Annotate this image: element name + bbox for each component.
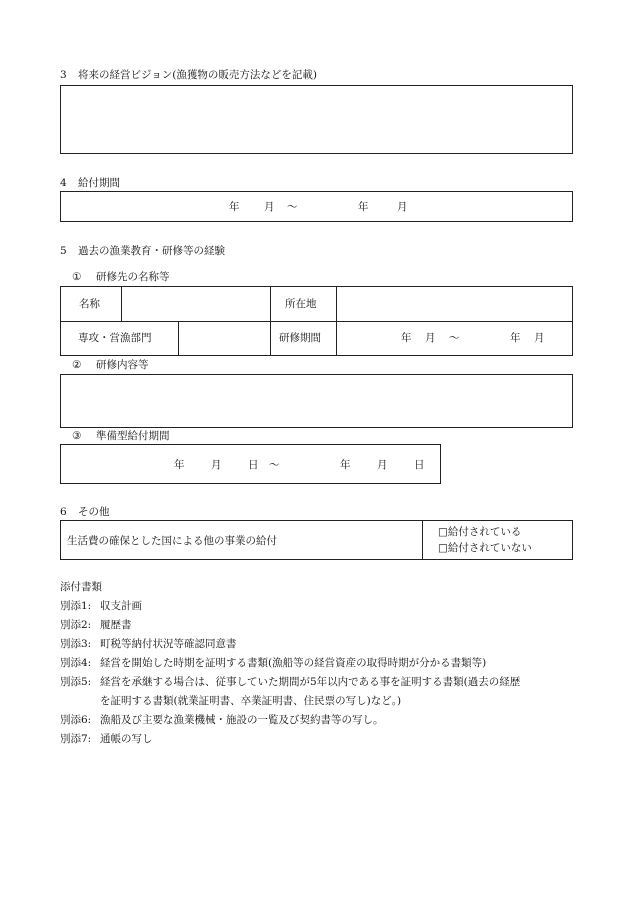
section-3-heading — [60, 69, 317, 82]
section-5-number: 5 — [60, 245, 67, 257]
attachment-6-label: 別添6: — [60, 714, 92, 726]
table-row-divider — [61, 321, 572, 322]
attachment-3-label: 別添3: — [60, 638, 92, 650]
vision-textbox[interactable] — [60, 85, 573, 154]
period-tilde: 〜 — [287, 201, 298, 213]
major-field[interactable] — [179, 322, 269, 354]
sub-3-marker: ③ — [72, 430, 82, 442]
sub-2-marker: ② — [72, 359, 82, 371]
period-year-1: 年 — [229, 201, 240, 213]
period-month-1: 月 — [264, 201, 275, 213]
section-4-title: 給付期間 — [78, 177, 120, 189]
attachment-2-text: 履歴書 — [100, 619, 132, 631]
prep-year-2: 年 — [340, 459, 351, 471]
prep-month-1: 月 — [211, 459, 222, 471]
section-4-heading — [60, 177, 120, 190]
attachment-3-text: 町税等納付状況等確認同意書 — [100, 638, 237, 650]
sub-3-heading — [72, 430, 170, 443]
other-benefits-label: 生活費の確保とした国による他の事業の給付 — [67, 535, 277, 547]
prep-day-1: 日 — [248, 459, 259, 471]
attachments-heading: 添付書類 — [60, 581, 102, 593]
attachment-2-label: 別添2: — [60, 619, 92, 631]
other-benefits-table — [60, 520, 573, 560]
attachment-4-text: 経営を開始した時期を証明する書類(漁船等の経営資産の取得時期が分かる書類等) — [100, 657, 487, 669]
training-table — [60, 286, 573, 356]
prep-tilde: 〜 — [269, 459, 280, 471]
section-3-title: 将来の経営ビジョン(漁獲物の販売方法などを記載) — [78, 69, 317, 81]
section-3-number: 3 — [60, 69, 67, 81]
sub-3-title: 準備型給付期間 — [96, 430, 170, 442]
training-year-1: 年 — [401, 332, 412, 344]
sub-2-title: 研修内容等 — [96, 359, 149, 371]
training-year-2: 年 — [510, 332, 521, 344]
prep-year-1: 年 — [174, 459, 185, 471]
payment-period-box[interactable] — [60, 191, 573, 222]
name-field[interactable] — [122, 288, 269, 320]
section-6-heading — [60, 506, 110, 519]
training-month-2: 月 — [534, 332, 545, 344]
name-label: 名称 — [79, 298, 100, 310]
sub-1-marker: ① — [72, 271, 82, 283]
training-period-label: 研修期間 — [279, 332, 321, 344]
section-5-title: 過去の漁業教育・研修等の経験 — [78, 245, 225, 257]
location-label: 所在地 — [285, 298, 317, 310]
period-month-2: 月 — [397, 201, 408, 213]
attachment-1-label: 別添1: — [60, 600, 92, 612]
section-5-heading — [60, 245, 225, 258]
section-6-number: 6 — [60, 506, 67, 518]
training-tilde: 〜 — [449, 332, 460, 344]
training-month-1: 月 — [425, 332, 436, 344]
sub-1-heading — [72, 271, 170, 284]
attachment-1-text: 収支計画 — [100, 600, 142, 612]
section-6-title: その他 — [78, 506, 110, 518]
major-label: 専攻・営漁部門 — [78, 332, 152, 344]
attachment-6-text: 漁船及び主要な漁業機械・施設の一覧及び契約書等の写し。 — [100, 714, 384, 726]
prep-month-2: 月 — [377, 459, 388, 471]
period-year-2: 年 — [358, 201, 369, 213]
option-received-checkbox[interactable]: □給付されている — [438, 526, 522, 538]
sub-1-title: 研修先の名称等 — [96, 271, 170, 283]
attachment-5-label: 別添5: — [60, 676, 92, 688]
sub-2-heading — [72, 359, 149, 372]
table-col-divider — [270, 287, 271, 355]
prep-day-2: 日 — [414, 459, 425, 471]
attachment-4-label: 別添4: — [60, 657, 92, 669]
prep-payment-period-box[interactable] — [60, 444, 441, 484]
attachment-5-text: 経営を承継する場合は、従事していた期間が5年以内である事を証明する書類(過去の経歴 — [100, 676, 521, 688]
location-field[interactable] — [337, 288, 571, 320]
training-content-textbox[interactable] — [60, 374, 573, 428]
attachment-5-text-continued: を証明する書類(就業証明書、卒業証明書、住民票の写し)など。) — [100, 695, 402, 707]
table-col-divider — [422, 521, 423, 559]
option-not-received-checkbox[interactable]: □給付されていない — [438, 542, 532, 554]
section-4-number: 4 — [60, 177, 67, 189]
attachment-7-label: 別添7: — [60, 733, 92, 745]
attachment-7-text: 通帳の写し — [100, 733, 153, 745]
